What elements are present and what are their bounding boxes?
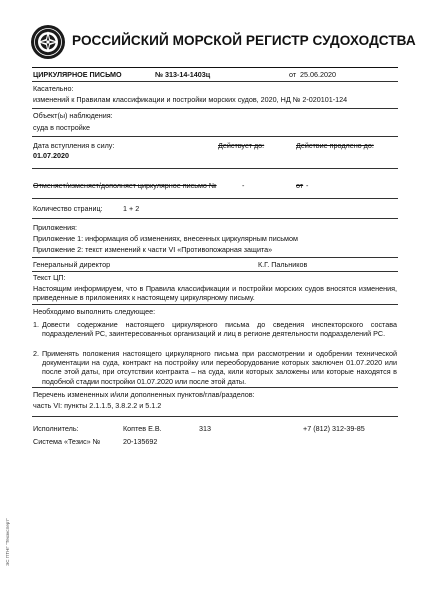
body-text-label: Текст ЦП: — [33, 273, 66, 282]
executor-phone: +7 (812) 312-39-85 — [303, 424, 365, 433]
appendices-label: Приложения: — [33, 223, 78, 232]
letter-date-prefix: от — [289, 70, 297, 79]
letter-title: ЦИРКУЛЯРНОЕ ПИСЬМО — [33, 70, 122, 79]
appendix-2: Приложение 2: текст изменений к части VI «Противопожарная защита» — [33, 245, 273, 254]
action-2-text: Применять положения настоящего циркулярного письма при рассмотрении и одобрении технической документации на суда, контракт на постройку или переоборудование которых заключен 01.07.2020 или после этой даты, при отсутствии контракта – на суда, кили которых заложены или которые находятся в подобной стадии постройки 01.07.2020 или после этой даты. — [42, 349, 397, 386]
regarding-label: Касательно: — [33, 84, 74, 93]
pages-value: 1 + 2 — [123, 204, 140, 213]
letter-number: № 313-14-1403ц — [155, 70, 211, 79]
action-2-number: 2. — [33, 349, 39, 358]
letter-date: 25.06.2020 — [300, 70, 336, 79]
action-1-text: Довести содержание настоящего циркулярного письма до сведения инспекторского состава подразделений РС, заинтересованных организаций и лиц в регионе деятельности подразделений РС. — [42, 320, 397, 339]
action-1-number: 1. — [33, 320, 39, 329]
cancels-label: Отменяет/изменяет/дополняет циркулярное письмо № — [33, 181, 217, 190]
system-label: Система «Тезис» № — [33, 437, 101, 446]
system-number: 20-135692 — [123, 437, 158, 446]
effective-date: 01.07.2020 — [33, 151, 69, 160]
valid-until-label: Действует до: — [218, 141, 265, 150]
side-stamp: ЭС ПТНГ "Техэксперт" — [5, 518, 10, 566]
objects-text: суда в постройке — [33, 123, 90, 132]
objects-label: Объект(ы) наблюдения: — [33, 111, 113, 120]
effective-label: Дата вступления в силу: — [33, 141, 115, 150]
signatory-name: К.Г. Пальников — [258, 260, 308, 269]
amended-label: Перечень измененных и/или дополненных пунктов/глав/разделов: — [33, 390, 255, 399]
rs-emblem-icon — [30, 24, 66, 60]
signatory-role: Генеральный директор — [33, 260, 111, 269]
extended-until-label: Действие продлено до: — [296, 141, 374, 150]
amended-text: часть VI: пункты 2.1.1.5, 3.8.2.2 и 5.1.2 — [33, 401, 162, 410]
executor-name: Коптев Е.В. — [123, 424, 162, 433]
org-name: РОССИЙСКИЙ МОРСКОЙ РЕГИСТР СУДОХОДСТВА — [72, 33, 416, 48]
body-text: Настоящим информируем, что в Правила классификации и постройки морских судов вносятся изменения, приведенные в приложениях к настоящему циркулярному письму. — [33, 284, 397, 303]
executor-dept: 313 — [199, 424, 211, 433]
actions-label: Необходимо выполнить следующее: — [33, 307, 156, 316]
regarding-text: изменений к Правилам классификации и постройки морских судов, 2020, НД № 2-020101-124 — [33, 95, 348, 104]
cancels-from-value: - — [306, 181, 309, 190]
pages-label: Количество страниц: — [33, 204, 103, 213]
cancels-from-label: от — [296, 181, 304, 190]
executor-label: Исполнитель: — [33, 424, 79, 433]
appendix-1: Приложение 1: информация об изменениях, внесенных циркулярным письмом — [33, 234, 298, 243]
cancels-number: - — [242, 181, 245, 190]
